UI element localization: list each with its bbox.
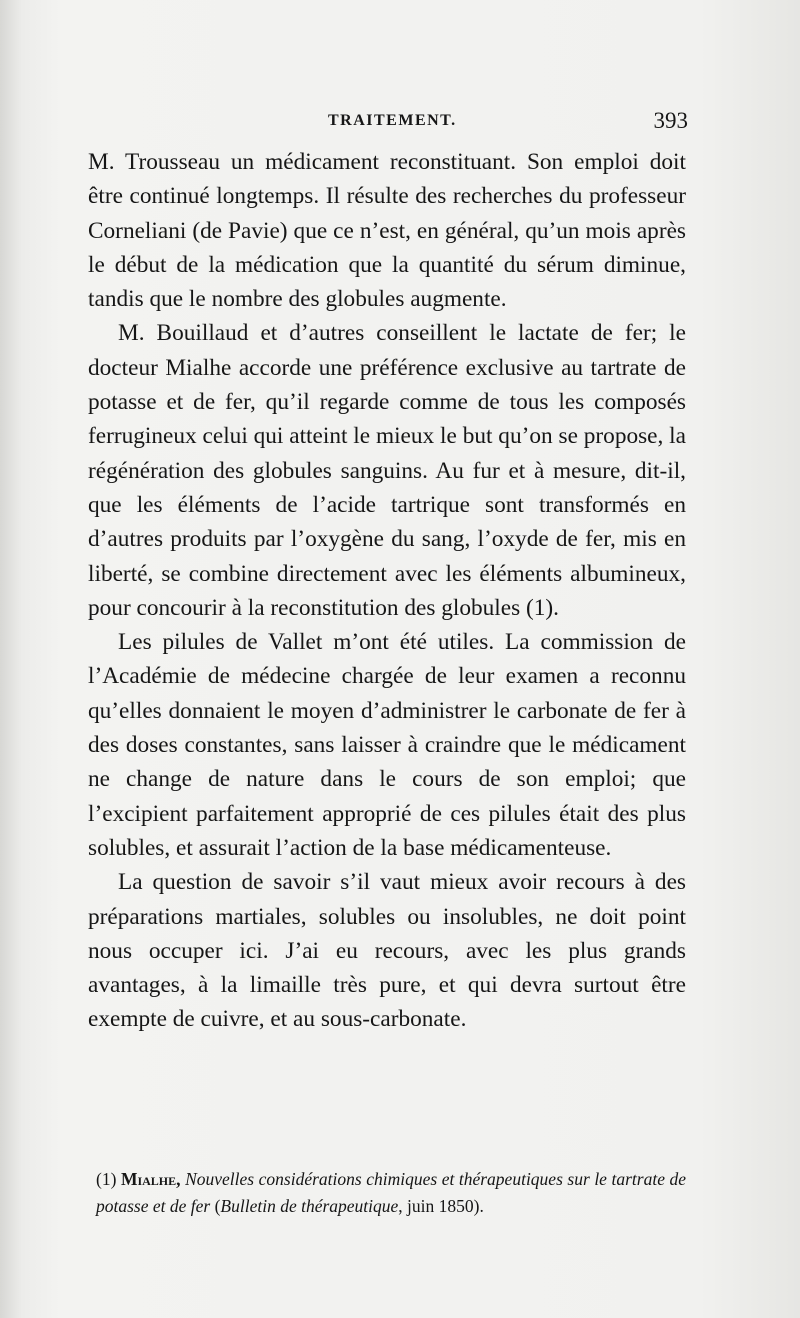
running-head-title: TRAITEMENT. [328, 112, 457, 129]
footnote-title: Nouvelles considérations chimiques et thérapeutiques sur le tartrate de potasse et de fer [96, 1169, 687, 1216]
body-text [88, 145, 686, 1037]
footnote [96, 1166, 686, 1220]
footnote-author: Mialhe, [120, 1169, 181, 1189]
footnote-source-open: ( [214, 1196, 221, 1216]
paragraph-1: M. Trousseau un médicament reconstituant. Son emploi doit être continué longtemps. Il résulte des recherches du professeur Corneliani (de Pavie) que ce n’est, en général, qu’un mois après le début de la médication que la quantité du sérum diminue, tandis que le nombre des globules augmente. [88, 149, 686, 313]
footnote-marker: (1) [96, 1169, 117, 1189]
running-head [88, 108, 688, 138]
paragraph-4: La question de savoir s’il vaut mieux avoir recours à des préparations martiales, solubles ou insolubles, ne doit point nous occuper ici. J’ai eu recours, avec les plus grands avantages, à la limaille très pure, et qui devra surtout être exempte de cuivre, et au sous-carbonate. [88, 869, 686, 1033]
paragraph-2: M. Bouillaud et d’autres conseillent le lactate de fer; le docteur Mialhe accorde une préférence exclusive au tartrate de potasse et de fer, qu’il regarde comme de tous les composés ferrugineux celui qui atteint le mieux le but qu’on se propose, la régénération des globules sanguins. Au fur et à mesure, dit-il, que les éléments de l’acide tartrique sont transformés en d’autres produits par l’oxygène du sang, l’oxyde de fer, mis en liberté, se combine directement avec les éléments albumineux, pour concourir à la reconstitution des globules (1). [88, 320, 686, 621]
footnote-source-date: , juin 1850). [398, 1196, 484, 1216]
paragraph-3: Les pilules de Vallet m’ont été utiles. La commission de l’Académie de médecine chargée de leur examen a reconnu qu’elles donnaient le moyen d’administrer le carbonate de fer à des doses constantes, sans laisser à craindre que le médicament ne change de nature dans le cours de son emploi; que l’excipient parfaitement approprié de ces pilules était des plus solubles, et assurait l’action de la base médicamenteuse. [88, 629, 686, 861]
page-number: 393 [653, 108, 688, 133]
footnote-source-title: Bulletin de thérapeutique [220, 1196, 399, 1216]
